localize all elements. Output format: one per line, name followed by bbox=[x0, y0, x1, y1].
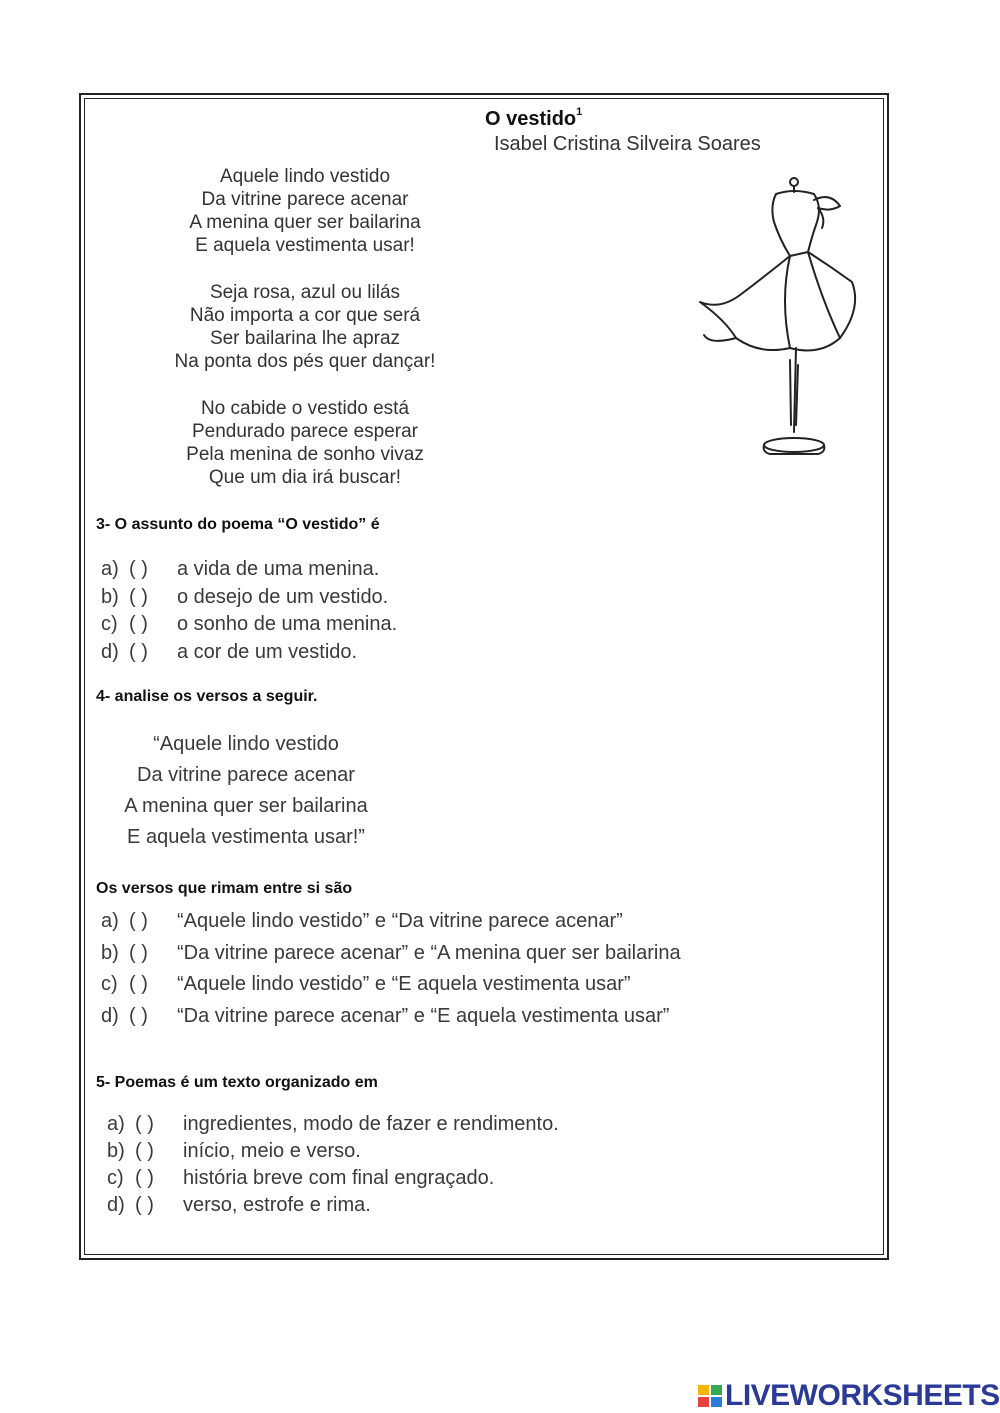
poem-stanza-3 bbox=[135, 397, 475, 489]
option-row[interactable] bbox=[101, 611, 397, 639]
option-row[interactable] bbox=[101, 1001, 766, 1033]
option-text: “Aquele lindo vestido” e “Da vitrine parece acenar” bbox=[177, 910, 623, 932]
poem-verse: E aquela vestimenta usar! bbox=[195, 235, 415, 256]
option-row[interactable] bbox=[107, 1165, 559, 1192]
poem-verse: No cabide o vestido está bbox=[200, 398, 410, 419]
question-5-prompt: 5- Poemas é um texto organizado em bbox=[96, 1074, 378, 1091]
answer-checkbox[interactable]: ( ) bbox=[129, 910, 148, 932]
option-row[interactable] bbox=[101, 906, 766, 938]
question-3-options bbox=[101, 556, 397, 666]
poem-verse: Seja rosa, azul ou lilás bbox=[209, 282, 401, 303]
option-letter: c) bbox=[101, 613, 118, 635]
poem-verse: Pela menina de sonho vivaz bbox=[186, 444, 424, 465]
option-row[interactable] bbox=[101, 639, 397, 667]
question-4-subprompt: Os versos que rimam entre si são bbox=[96, 880, 353, 897]
answer-checkbox[interactable]: ( ) bbox=[135, 1140, 154, 1162]
option-text: início, meio e verso. bbox=[183, 1140, 361, 1162]
option-text: o sonho de uma menina. bbox=[177, 613, 398, 635]
poem-verse: Pendurado parece esperar bbox=[191, 421, 419, 442]
poem-title-text: O vestido bbox=[485, 108, 577, 130]
answer-checkbox[interactable]: ( ) bbox=[129, 558, 148, 580]
poem-verse: Da vitrine parece acenar bbox=[201, 189, 409, 210]
dress-mannequin-illustration bbox=[690, 170, 865, 465]
option-letter: a) bbox=[107, 1113, 125, 1135]
watermark-text: LIVEWORKSHEETS bbox=[725, 1379, 1000, 1412]
option-text: “Da vitrine parece acenar” e “A menina quer ser bailarina bbox=[177, 941, 681, 964]
answer-checkbox[interactable]: ( ) bbox=[135, 1194, 154, 1216]
option-letter: a) bbox=[101, 558, 119, 580]
option-row[interactable] bbox=[101, 556, 397, 584]
poem-verse: Que um dia irá buscar! bbox=[208, 467, 402, 488]
answer-checkbox[interactable]: ( ) bbox=[129, 613, 148, 635]
answer-checkbox[interactable]: ( ) bbox=[129, 640, 148, 663]
option-text: a cor de um vestido. bbox=[177, 640, 358, 663]
answer-checkbox[interactable]: ( ) bbox=[135, 1113, 154, 1135]
poem-verse: Aquele lindo vestido bbox=[219, 166, 391, 187]
answer-checkbox[interactable]: ( ) bbox=[129, 941, 148, 964]
poem-stanza-1 bbox=[135, 165, 475, 257]
footnote-mark: 1 bbox=[576, 106, 583, 118]
quoted-verse: E aquela vestimenta usar!” bbox=[127, 826, 365, 848]
option-letter: d) bbox=[107, 1194, 125, 1216]
answer-checkbox[interactable]: ( ) bbox=[129, 585, 148, 608]
option-row[interactable] bbox=[107, 1111, 559, 1138]
question-4-options bbox=[101, 906, 766, 1032]
option-letter: b) bbox=[101, 941, 119, 964]
poem-verse: A menina quer ser bailarina bbox=[189, 212, 421, 233]
poem-verse: Na ponta dos pés quer dançar! bbox=[174, 351, 436, 372]
poem-stanza-2 bbox=[135, 281, 475, 373]
option-text: ingredientes, modo de fazer e rendimento. bbox=[183, 1113, 559, 1135]
option-letter: c) bbox=[101, 973, 118, 995]
answer-checkbox[interactable]: ( ) bbox=[135, 1167, 154, 1189]
option-text: “Da vitrine parece acenar” e “E aquela vestimenta usar” bbox=[177, 1004, 670, 1027]
question-5-options bbox=[107, 1111, 559, 1219]
answer-checkbox[interactable]: ( ) bbox=[129, 973, 148, 995]
option-row[interactable] bbox=[101, 938, 766, 970]
poem-verse: Ser bailarina lhe apraz bbox=[209, 328, 401, 349]
option-row[interactable] bbox=[107, 1192, 559, 1219]
option-letter: d) bbox=[101, 1004, 119, 1027]
answer-checkbox[interactable]: ( ) bbox=[129, 1004, 148, 1027]
option-text: “Aquele lindo vestido” e “E aquela vestimenta usar” bbox=[177, 973, 631, 995]
option-row[interactable] bbox=[101, 584, 397, 612]
poem-verse: Não importa a cor que será bbox=[189, 305, 421, 326]
quoted-verse: A menina quer ser bailarina bbox=[124, 795, 368, 817]
quoted-verse: Da vitrine parece acenar bbox=[137, 764, 355, 786]
quoted-verse: “Aquele lindo vestido bbox=[153, 733, 339, 755]
option-letter: d) bbox=[101, 640, 119, 663]
question-3-prompt: 3- O assunto do poema “O vestido” é bbox=[96, 516, 380, 533]
option-row[interactable] bbox=[101, 969, 766, 1001]
option-text: a vida de uma menina. bbox=[177, 558, 380, 580]
option-letter: c) bbox=[107, 1167, 124, 1189]
option-text: história breve com final engraçado. bbox=[183, 1167, 495, 1189]
poem-title bbox=[485, 108, 582, 131]
option-letter: b) bbox=[101, 585, 119, 608]
option-row[interactable] bbox=[107, 1138, 559, 1165]
option-letter: a) bbox=[101, 910, 119, 932]
quoted-verses bbox=[96, 729, 396, 853]
option-letter: b) bbox=[107, 1140, 125, 1162]
question-4-prompt: 4- analise os versos a seguir. bbox=[96, 688, 318, 705]
poem-author: Isabel Cristina Silveira Soares bbox=[494, 133, 761, 155]
option-text: o desejo de um vestido. bbox=[177, 585, 389, 608]
liveworksheets-logo-icon bbox=[697, 1384, 725, 1408]
option-text: verso, estrofe e rima. bbox=[183, 1194, 371, 1216]
